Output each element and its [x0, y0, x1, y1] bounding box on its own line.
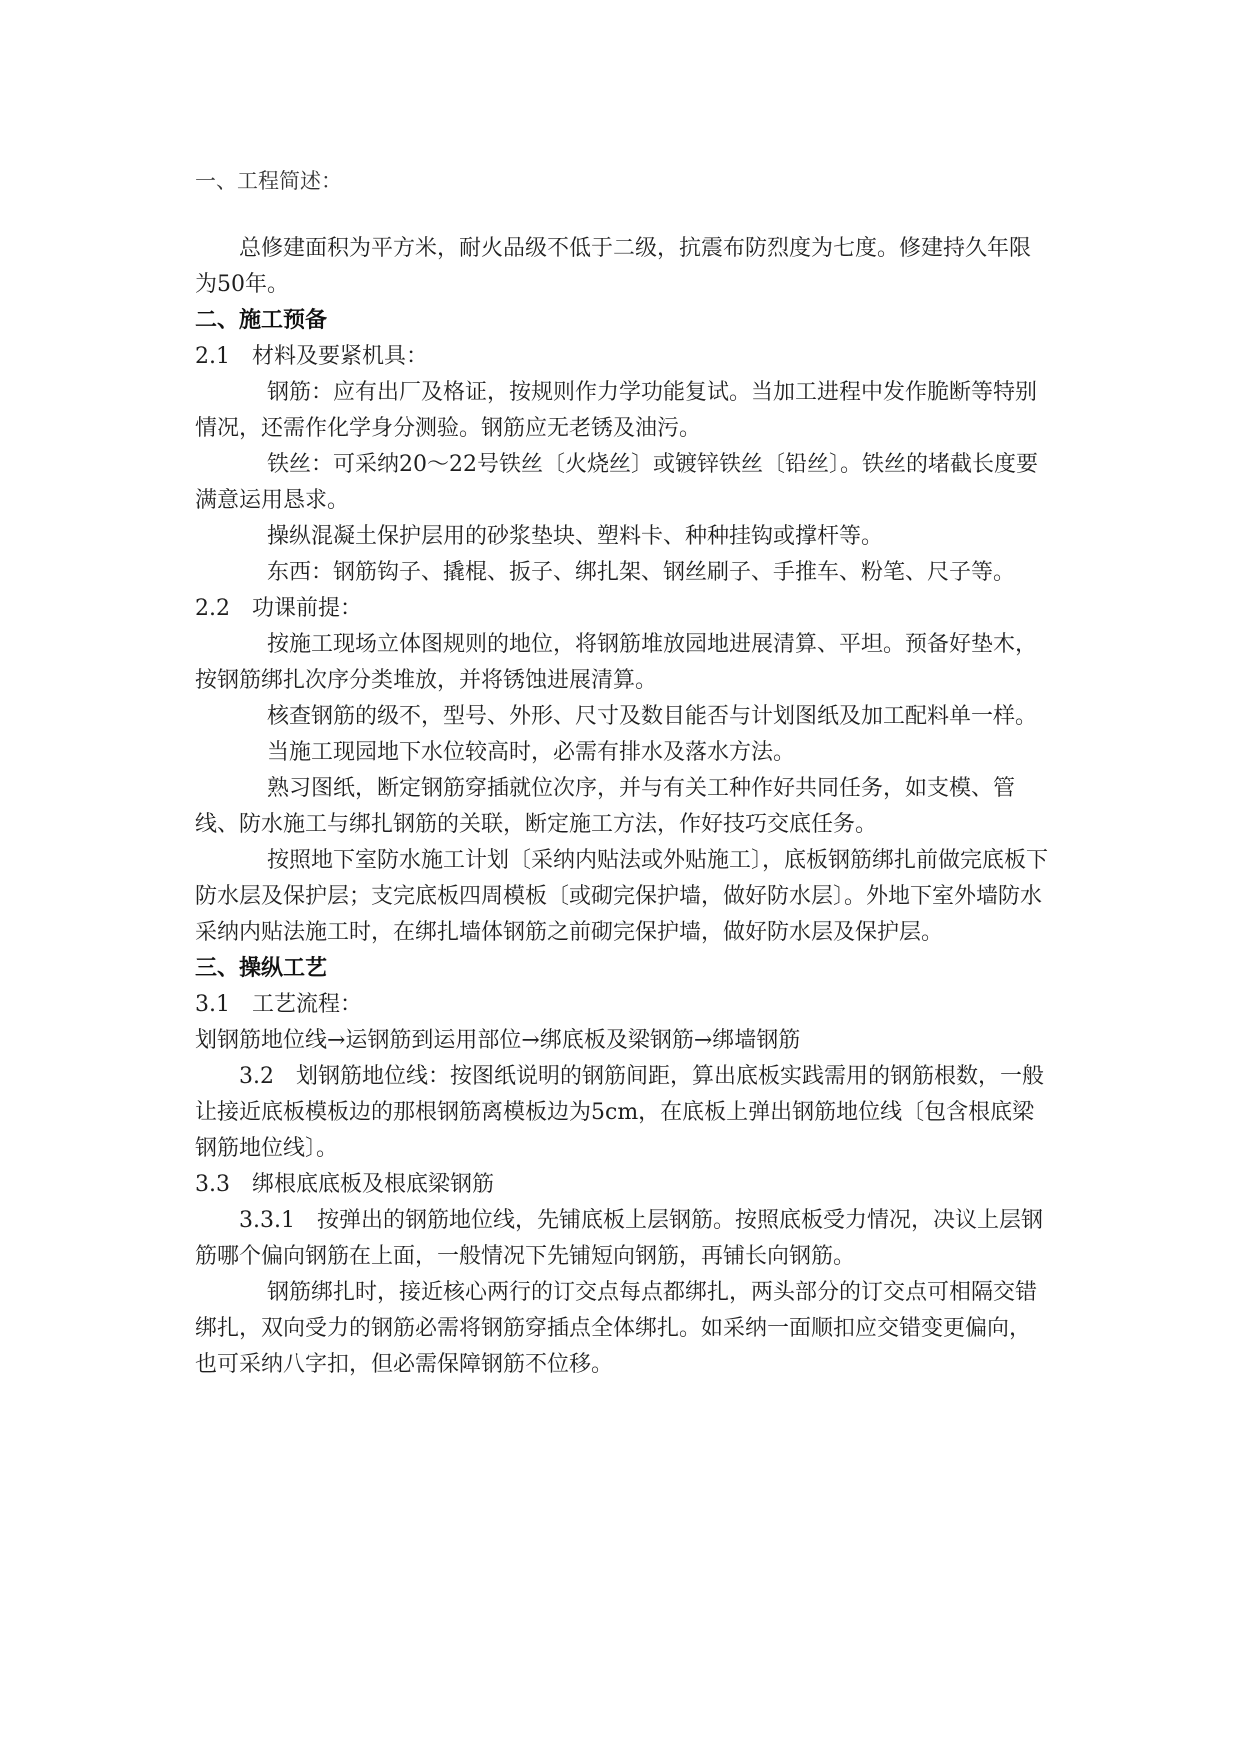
paragraph-drawings: 熟习图纸，断定钢筋穿插就位次序，并与有关工种作好共同任务，如支模、管线、防水施工与绑扎钢筋的关联，断定施工方法，作好技巧交底任务。 [195, 776, 1016, 837]
paragraph-site-prep: 按施工现场立体图规则的地位，将钢筋堆放园地进展清算、平坦。预备好垫木，按钢筋绑扎次序分类堆放，并将锈蚀进展清算。 [195, 632, 1038, 693]
item-3-3-1: 3.3.1 按弹出的钢筋地位线，先铺底板上层钢筋。按照底板受力情况，决议上层钢筋哪个偏向钢筋在上面，一般情况下先铺短向钢筋，再铺长向钢筋。 [195, 1208, 1043, 1269]
paragraph-binding: 钢筋绑扎时，接近核心两行的订交点每点都绑扎，两头部分的订交点可相隔交错绑扎，双向受力的钢筋必需将钢筋穿插点全体绑扎。如采纳一面顺扣应交错变更偏向，也可采纳八字扣，但必需保障钢筋不位移。 [195, 1280, 1038, 1377]
subsection-3-1-title: 3.1 工艺流程： [195, 992, 362, 1017]
subsection-3-2-text: 3.2 划钢筋地位线：按图纸说明的钢筋间距，算出底板实践需用的钢筋根数，一般让接近底板模板边的那根钢筋离模板边为5cm，在底板上弹出钢筋地位线〔包含根底梁钢筋地位线〕。 [195, 1064, 1044, 1161]
subsection-3-3-title: 3.3 绑根底底板及根底梁钢筋 [195, 1172, 494, 1197]
section-1-paragraph: 总修建面积为平方米，耐火品级不低于二级，抗震布防烈度为七度。修建持久年限为50年。 [195, 236, 1032, 297]
document-body [195, 163, 1050, 1383]
paragraph-drainage: 当施工现园地下水位较高时，必需有排水及落水方法。 [267, 740, 796, 765]
section-1-title: 一、工程简述： [195, 169, 342, 193]
paragraph-waterproof: 按照地下室防水施工计划〔采纳内贴法或外贴施工〕，底板钢筋绑扎前做完底板下防水层及保护层；支完底板四周模板〔或砌完保护墙，做好防水层〕。外地下室外墙防水采纳内贴法施工时，在绑扎墙体钢筋之前砌完保护墙，做好防水层及保护层。 [195, 848, 1049, 945]
paragraph-check: 核查钢筋的级不，型号、外形、尺寸及数目能否与计划图纸及加工配料单一样。 [267, 704, 1038, 729]
section-2-title: 二、施工预备 [195, 308, 328, 333]
process-flow: 划钢筋地位线→运钢筋到运用部位→绑底板及梁钢筋→绑墙钢筋 [195, 1028, 801, 1053]
paragraph-wire: 铁丝：可采纳20～22号铁丝〔火烧丝〕或镀锌铁丝〔铅丝〕。铁丝的堵截长度要满意运用恳求。 [195, 452, 1038, 513]
subsection-2-1-title: 2.1 材料及要紧机具： [195, 344, 428, 369]
paragraph-spacers: 操纵混凝土保护层用的砂浆垫块、塑料卡、种种挂钩或撑杆等。 [267, 524, 884, 549]
paragraph-tools: 东西：钢筋钩子、撬棍、扳子、绑扎架、钢丝刷子、手推车、粉笔、尺子等。 [267, 560, 1016, 585]
paragraph-steel: 钢筋：应有出厂及格证，按规则作力学功能复试。当加工进程中发作脆断等特别情况，还需作化学身分测验。钢筋应无老锈及油污。 [195, 380, 1038, 441]
section-3-title: 三、操纵工艺 [195, 956, 328, 981]
subsection-2-2-title: 2.2 功课前提： [195, 596, 362, 621]
